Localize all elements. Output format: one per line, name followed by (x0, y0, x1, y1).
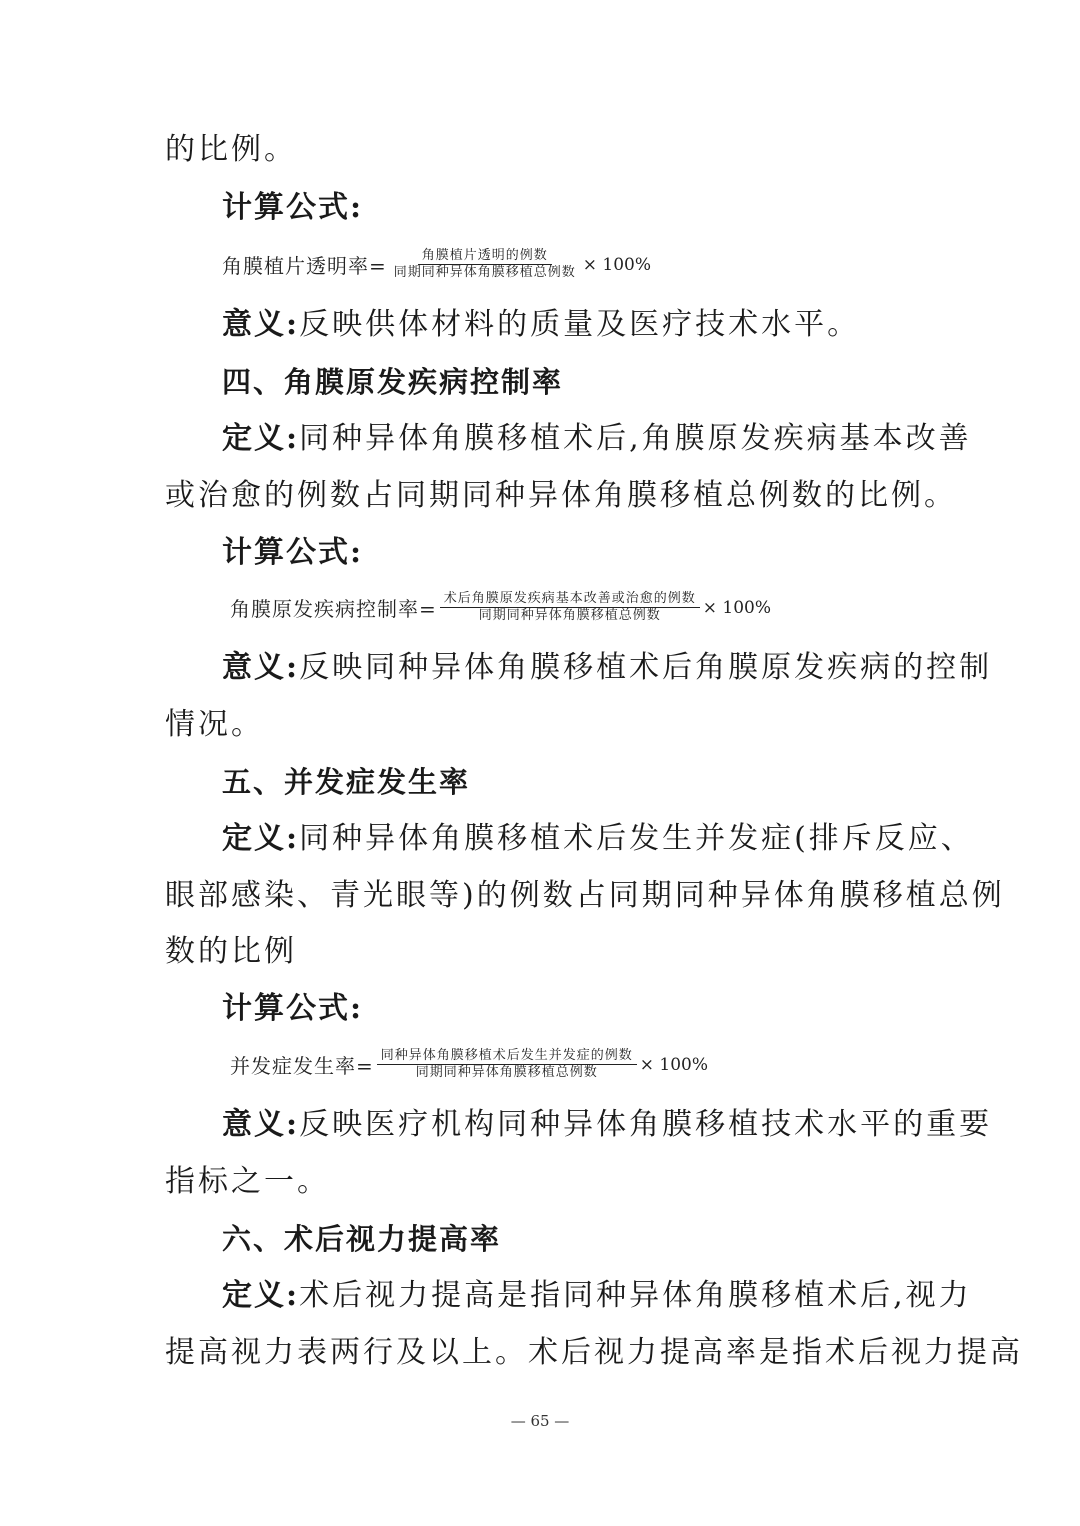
meaning-continuation: 指标之一。 (165, 1164, 330, 1199)
formula-fraction (377, 1048, 637, 1081)
formula-label: 计算公式: (222, 535, 364, 570)
definition-paragraph (222, 1276, 982, 1316)
definition-continuation: 提高视力表两行及以上。术后视力提高率是指术后视力提高 (165, 1335, 1023, 1370)
formula-denominator: 同期同种异体角膜移植总例数 (478, 608, 661, 623)
formula-lhs: 角膜原发疾病控制率= (230, 597, 437, 621)
definition-continuation: 或治愈的例数占同期同种异体角膜移植总例数的比例。 (165, 478, 957, 513)
formula-fraction (390, 248, 580, 281)
meaning-continuation: 情况。 (165, 707, 264, 742)
definition-label: 定义: (222, 421, 300, 456)
continued-text: 的比例。 (165, 132, 297, 167)
formula-numerator: 术后角膜原发疾病基本改善或治愈的例数 (440, 591, 700, 608)
meaning-text: 反映供体材料的质量及医疗技术水平。 (299, 307, 861, 342)
formula-numerator: 同种异体角膜移植术后发生并发症的例数 (377, 1048, 637, 1065)
formula-label: 计算公式: (222, 190, 364, 225)
formula-label: 计算公式: (222, 991, 364, 1026)
formula-fraction (440, 591, 700, 624)
meaning-paragraph (222, 648, 993, 688)
formula-multiplier: × 100% (582, 254, 652, 275)
definition-label: 定义: (222, 821, 300, 856)
definition-continuation: 眼部感染、青光眼等)的例数占同期同种异体角膜移植总例 (165, 878, 1005, 913)
definition-text: 术后视力提高是指同种异体角膜移植术后,视力 (299, 1278, 972, 1313)
disease-control-rate-formula (230, 591, 771, 624)
meaning-label: 意义: (222, 307, 300, 342)
section-heading-6: 六、术后视力提高率 (222, 1222, 502, 1256)
meaning-paragraph (222, 1105, 993, 1145)
meaning-label: 意义: (222, 650, 300, 685)
definition-text: 同种异体角膜移植术后,角膜原发疾病基本改善 (299, 421, 972, 456)
section-heading-5: 五、并发症发生率 (222, 765, 471, 799)
formula-lhs: 并发症发生率= (230, 1054, 374, 1078)
meaning-paragraph (222, 305, 982, 345)
formula-denominator: 同期同种异体角膜移植总例数 (415, 1065, 598, 1080)
definition-paragraph (222, 419, 982, 459)
formula-denominator: 同期同种异体角膜移植总例数 (393, 265, 576, 280)
definition-label: 定义: (222, 1278, 300, 1313)
meaning-label: 意义: (222, 1107, 300, 1142)
definition-paragraph (222, 819, 982, 859)
complication-rate-formula (230, 1048, 708, 1081)
formula-numerator: 角膜植片透明的例数 (418, 248, 552, 265)
transparency-rate-formula (222, 248, 651, 281)
definition-text: 同种异体角膜移植术后发生并发症(排斥反应、 (299, 821, 974, 856)
page-number: — 65 — (510, 1412, 570, 1430)
meaning-text: 反映医疗机构同种异体角膜移植技术水平的重要 (299, 1107, 993, 1142)
formula-lhs: 角膜植片透明率= (222, 254, 387, 278)
section-heading-4: 四、角膜原发疾病控制率 (222, 365, 564, 399)
formula-multiplier: × 100% (639, 1054, 709, 1075)
meaning-text: 反映同种异体角膜移植术后角膜原发疾病的控制 (299, 650, 993, 685)
formula-multiplier: × 100% (702, 597, 772, 618)
definition-continuation: 数的比例 (165, 934, 297, 969)
